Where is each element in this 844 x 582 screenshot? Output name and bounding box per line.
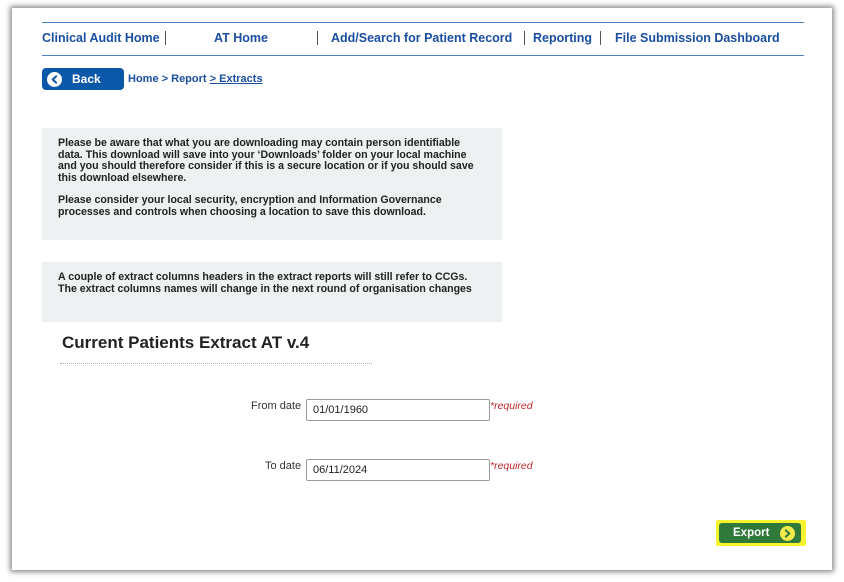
- to-date-input[interactable]: [306, 459, 490, 481]
- back-button[interactable]: [42, 68, 124, 90]
- export-button[interactable]: [719, 523, 801, 543]
- chevron-left-icon: [47, 72, 62, 87]
- breadcrumb-separator: >: [209, 73, 217, 85]
- breadcrumb-separator: >: [161, 73, 169, 85]
- nav-separator: [600, 31, 601, 45]
- download-warning-notice: [42, 128, 502, 240]
- from-date-input[interactable]: [306, 399, 490, 421]
- nav-reporting[interactable]: Reporting: [533, 31, 593, 45]
- nav-file-submission-dashboard[interactable]: File Submission Dashboard: [615, 31, 780, 45]
- top-navigation: [42, 22, 804, 56]
- download-warning-text: Please be aware that what you are downloading may contain person identifiable data. This download will save into your ‘Downloads’ folder on your local machine and you should therefore consider if this is a secure location or if you should save this download elsewhere.: [58, 137, 474, 184]
- from-date-label: From date: [251, 400, 302, 412]
- page-frame: [12, 8, 832, 570]
- from-date-required: *required: [490, 400, 533, 412]
- export-button-label: Export: [733, 527, 770, 539]
- page-title: Current Patients Extract AT v.4: [62, 333, 310, 352]
- nav-clinical-audit-home[interactable]: Clinical Audit Home: [42, 31, 160, 45]
- nav-add-search-patient-record[interactable]: Add/Search for Patient Record: [331, 31, 513, 45]
- breadcrumb-extracts[interactable]: Extracts: [219, 73, 263, 85]
- nav-at-home[interactable]: AT Home: [214, 31, 268, 45]
- breadcrumb-home[interactable]: Home: [128, 73, 159, 85]
- ccg-notice-text: A couple of extract columns headers in the extract reports will still refer to CCGs. The extract columns names will change in the next round of organisation changes: [58, 271, 472, 295]
- nav-separator: [317, 31, 318, 45]
- nav-separator: [165, 31, 166, 45]
- to-date-required: *required: [490, 460, 533, 472]
- nav-separator: [524, 31, 525, 45]
- chevron-right-icon: [780, 526, 795, 541]
- breadcrumb-report[interactable]: Report: [171, 73, 207, 85]
- export-highlight: [716, 520, 806, 546]
- back-button-label: Back: [72, 72, 101, 86]
- title-divider: [60, 363, 372, 364]
- ccg-notice: [42, 262, 502, 322]
- security-advice-text: Please consider your local security, encryption and Information Governance processes and controls when choosing a location to save this download.: [58, 194, 442, 218]
- breadcrumb: [128, 73, 263, 85]
- to-date-label: To date: [265, 460, 302, 472]
